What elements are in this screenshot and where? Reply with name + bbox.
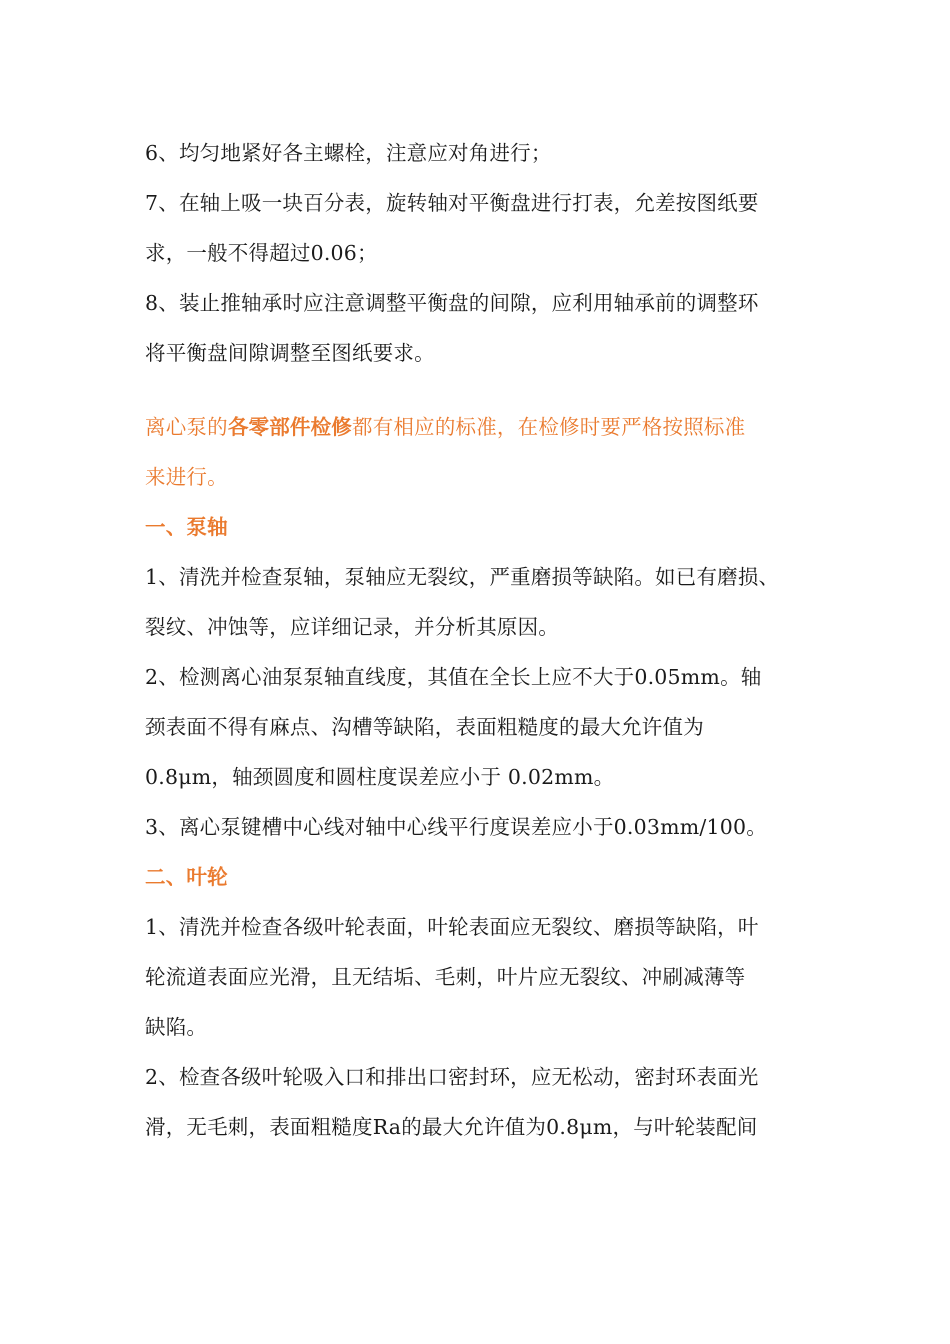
intro-paragraph — [145, 402, 825, 502]
step-6: 6、均匀地紧好各主螺栓，注意应对角进行； — [145, 141, 552, 165]
intro-text-end: 都有相应的标准，在检修时要严格按照标准 — [352, 415, 746, 439]
section-heading: 二、叶轮 — [145, 865, 228, 889]
shaft-line-1: 1、清洗并检查泵轴，泵轴应无裂纹，严重磨损等缺陷。如已有磨损、 — [145, 565, 780, 589]
intro-text-start: 离心泵的 — [145, 415, 228, 439]
step-8-line-2: 将平衡盘间隙调整至图纸要求。 — [145, 341, 435, 365]
step-7-line-2: 求，一般不得超过0.06； — [145, 241, 378, 265]
intro-emphasis: 各零部件检修 — [227, 415, 353, 439]
impeller-line-4: 2、检查各级叶轮吸入口和排出口密封环，应无松动，密封环表面光 — [145, 1065, 759, 1089]
intro-line-1 — [145, 402, 825, 452]
section-pump-shaft — [145, 502, 825, 852]
section-impeller — [145, 852, 825, 1152]
step-7-line-1: 7、在轴上吸一块百分表，旋转轴对平衡盘进行打表，允差按图纸要 — [145, 191, 759, 215]
shaft-line-2: 裂纹、冲蚀等，应详细记录，并分析其原因。 — [145, 615, 559, 639]
impeller-line-5: 滑，无毛刺，表面粗糙度Ra的最大允许值为0.8μm，与叶轮装配间 — [145, 1115, 758, 1139]
shaft-line-3: 2、检测离心油泵泵轴直线度，其值在全长上应不大于0.05mm。轴 — [145, 665, 762, 689]
section-heading: 一、泵轴 — [145, 515, 228, 539]
continuation-steps — [145, 128, 825, 378]
step-8-line-1: 8、装止推轴承时应注意调整平衡盘的间隙，应利用轴承前的调整环 — [145, 291, 759, 315]
document-body — [145, 128, 825, 1152]
shaft-line-4: 颈表面不得有麻点、沟槽等缺陷，表面粗糙度的最大允许值为 — [145, 715, 704, 739]
shaft-line-5: 0.8μm，轴颈圆度和圆柱度误差应小于 0.02mm。 — [145, 765, 615, 789]
paragraph-gap — [145, 378, 825, 402]
impeller-line-1: 1、清洗并检查各级叶轮表面，叶轮表面应无裂纹、磨损等缺陷，叶 — [145, 915, 759, 939]
impeller-line-3: 缺陷。 — [145, 1015, 208, 1039]
impeller-line-2: 轮流道表面应光滑，且无结垢、毛刺，叶片应无裂纹、冲刷减薄等 — [145, 965, 746, 989]
shaft-line-6: 3、离心泵键槽中心线对轴中心线平行度误差应小于0.03mm/100。 — [145, 815, 767, 839]
intro-line-2: 来进行。 — [145, 465, 228, 489]
